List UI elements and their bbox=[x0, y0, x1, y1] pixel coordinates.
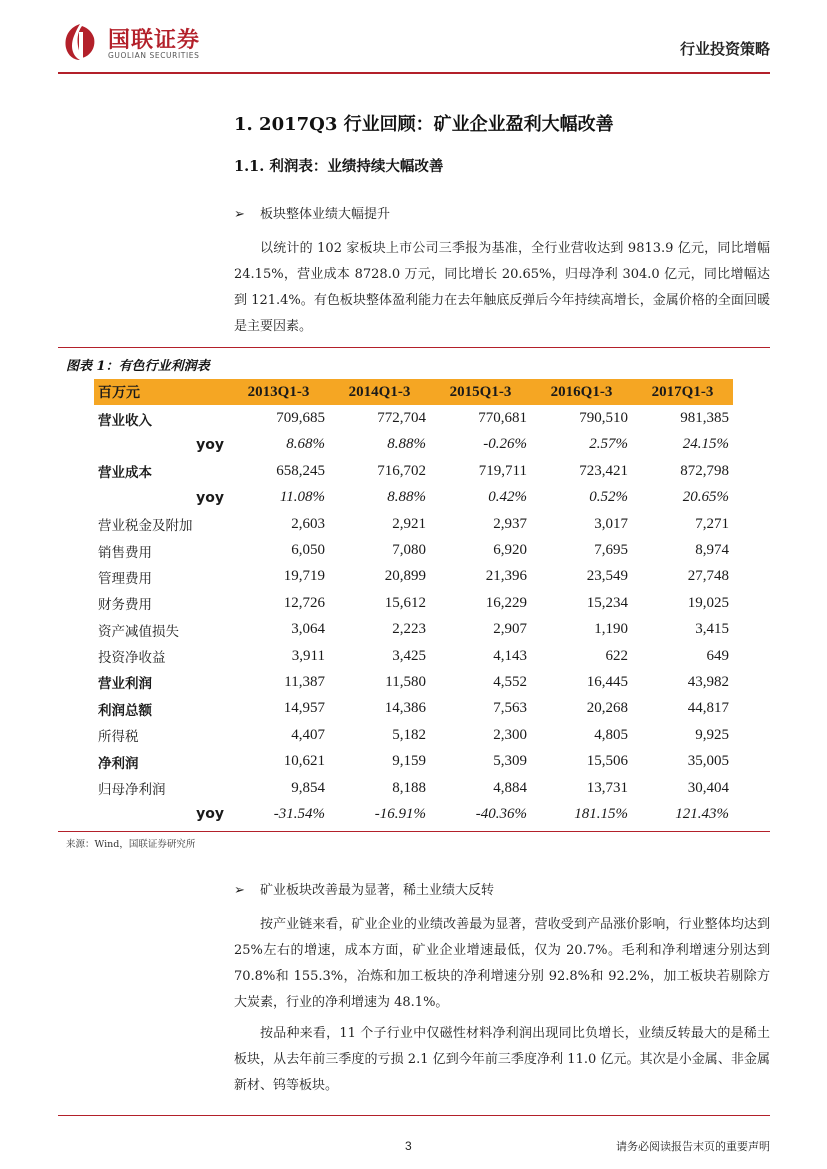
row-label: yoy bbox=[196, 489, 224, 506]
table-row bbox=[94, 511, 733, 537]
paragraph-2: 按产业链来看，矿业企业的业绩改善最为显著，营收受到产品涨价影响，行业整体均达到25%左右的增速，成本方面，矿业企业增速最低，仅为 20.7%。毛利和净利增速分别达到 70.8%和 155.3%，冶炼和加工板块的净利增速分别 92.8%和 92.2%，加工板块若剔除方大炭素，行业的净利增速为 48.1%。 bbox=[234, 917, 770, 1010]
table-row bbox=[94, 722, 733, 748]
table-cell: 8.68% bbox=[286, 436, 325, 453]
table-cell: 11.08% bbox=[279, 489, 325, 506]
table-cell: 2.57% bbox=[589, 436, 628, 453]
table-cell: 0.42% bbox=[488, 489, 527, 506]
column-header: 2015Q1-3 bbox=[430, 379, 531, 405]
table-cell: 4,407 bbox=[291, 726, 325, 743]
row-label: 归母净利润 bbox=[98, 782, 166, 799]
table-cell: 3,064 bbox=[291, 621, 325, 638]
row-label: 所得税 bbox=[98, 729, 139, 746]
table-cell: 20,899 bbox=[384, 568, 426, 585]
table-row-yoy bbox=[94, 485, 733, 511]
footer-disclaimer: 请务必阅读报告末页的重要声明 bbox=[616, 1140, 770, 1153]
table-cell: -31.54% bbox=[273, 805, 325, 822]
table-cell: 16,445 bbox=[586, 673, 628, 690]
table-cell: 15,612 bbox=[384, 594, 426, 611]
table-cell: 20.65% bbox=[682, 489, 729, 506]
table-cell: 4,552 bbox=[493, 673, 527, 690]
table-cell: 8.88% bbox=[387, 436, 426, 453]
table-cell: 24.15% bbox=[682, 436, 729, 453]
table-row bbox=[94, 564, 733, 590]
table-cell: 9,925 bbox=[695, 726, 729, 743]
table-cell: 4,884 bbox=[493, 779, 527, 796]
table-row bbox=[94, 748, 733, 774]
row-label: 管理费用 bbox=[98, 570, 152, 587]
report-type-label: 行业投资策略 bbox=[679, 40, 770, 58]
paragraph-1: 以统计的 102 家板块上市公司三季报为基准，全行业营收达到 9813.9 亿元，同比增幅 24.15%，营业成本 8728.0 万元，同比增长 20.65%，归母净利 304.0 亿元，同比增幅达到 121.4%。有色板块整体盈利能力在去年触底反弹后今年持续高增长，金属价格的全面回暖是主要因素。 bbox=[234, 241, 770, 334]
bullet-arrow-icon: ➢ bbox=[234, 207, 245, 222]
table-cell: 716,702 bbox=[377, 462, 426, 479]
table-cell: 7,563 bbox=[493, 700, 527, 717]
bullet-text: 板块整体业绩大幅提升 bbox=[260, 207, 391, 222]
table-cell: 21,396 bbox=[485, 568, 527, 585]
table-cell: 8,188 bbox=[392, 779, 426, 796]
table-cell: 43,982 bbox=[687, 673, 729, 690]
table-cell: 3,415 bbox=[695, 621, 729, 638]
table-row bbox=[94, 590, 733, 616]
table-cell: 8,974 bbox=[695, 542, 729, 559]
profit-statement-table bbox=[94, 379, 733, 828]
table-cell: 719,711 bbox=[478, 462, 527, 479]
row-label: 营业利润 bbox=[98, 676, 152, 693]
table-cell: -40.36% bbox=[475, 805, 527, 822]
table-cell: 872,798 bbox=[680, 462, 729, 479]
table-cell: 0.52% bbox=[589, 489, 628, 506]
table-cell: 15,506 bbox=[586, 753, 628, 770]
table-cell: 2,921 bbox=[392, 515, 426, 532]
row-label: 营业收入 bbox=[98, 412, 152, 429]
table-header-row bbox=[94, 379, 733, 405]
header-divider bbox=[58, 72, 770, 74]
table-cell: 4,143 bbox=[493, 647, 527, 664]
table-cell: 14,957 bbox=[283, 700, 325, 717]
table-cell: 121.43% bbox=[675, 805, 729, 822]
figure-source-note: 来源：Wind，国联证券研究所 bbox=[66, 839, 196, 850]
table-cell: -16.91% bbox=[374, 805, 426, 822]
table-cell: 15,234 bbox=[586, 594, 628, 611]
table-cell: -0.26% bbox=[483, 436, 527, 453]
table-cell: 790,510 bbox=[579, 410, 628, 427]
table-cell: 27,748 bbox=[687, 568, 729, 585]
table-cell: 181.15% bbox=[574, 805, 628, 822]
table-row bbox=[94, 775, 733, 801]
table-cell: 23,549 bbox=[586, 568, 628, 585]
figure-title: 图表 1：有色行业利润表 bbox=[66, 359, 210, 374]
table-cell: 2,907 bbox=[493, 621, 527, 638]
row-label: yoy bbox=[196, 806, 224, 823]
table-cell: 3,017 bbox=[594, 515, 628, 532]
table-cell: 723,421 bbox=[579, 462, 628, 479]
bullet-point-1 bbox=[234, 203, 390, 222]
table-row-yoy bbox=[94, 801, 733, 827]
bullet-arrow-icon: ➢ bbox=[234, 883, 245, 898]
table-cell: 772,704 bbox=[377, 410, 426, 427]
table-cell: 12,726 bbox=[283, 594, 325, 611]
table-cell: 10,621 bbox=[283, 753, 325, 770]
table-cell: 19,719 bbox=[283, 568, 325, 585]
row-label: 利润总额 bbox=[98, 702, 152, 719]
row-label: 财务费用 bbox=[98, 597, 152, 614]
table-cell: 981,385 bbox=[680, 410, 729, 427]
table-row bbox=[94, 537, 733, 563]
section-heading: 1. 2017Q3 行业回顾：矿业企业盈利大幅改善 bbox=[234, 114, 614, 135]
table-cell: 30,404 bbox=[687, 779, 729, 796]
table-cell: 2,937 bbox=[493, 515, 527, 532]
row-label: 营业税金及附加 bbox=[98, 518, 193, 535]
table-row bbox=[94, 405, 733, 431]
table-row bbox=[94, 669, 733, 695]
table-cell: 16,229 bbox=[485, 594, 527, 611]
table-cell: 770,681 bbox=[478, 410, 527, 427]
guolian-logo-icon bbox=[62, 22, 98, 62]
figure-top-divider bbox=[58, 347, 770, 348]
page-header bbox=[58, 20, 770, 68]
table-cell: 13,731 bbox=[586, 779, 628, 796]
table-cell: 7,695 bbox=[594, 542, 628, 559]
column-header: 2017Q1-3 bbox=[632, 379, 733, 405]
table-cell: 2,603 bbox=[291, 515, 325, 532]
table-row bbox=[94, 617, 733, 643]
table-row-yoy bbox=[94, 432, 733, 458]
table-cell: 35,005 bbox=[687, 753, 729, 770]
bullet-point-2 bbox=[234, 879, 494, 898]
table-cell: 7,080 bbox=[392, 542, 426, 559]
column-header: 2016Q1-3 bbox=[531, 379, 632, 405]
row-label: 营业成本 bbox=[98, 465, 152, 482]
table-cell: 9,854 bbox=[291, 779, 325, 796]
column-header: 2014Q1-3 bbox=[329, 379, 430, 405]
table-cell: 14,386 bbox=[384, 700, 426, 717]
table-cell: 9,159 bbox=[392, 753, 426, 770]
figure-bottom-divider bbox=[58, 831, 770, 832]
table-cell: 649 bbox=[706, 647, 729, 664]
table-cell: 44,817 bbox=[687, 700, 729, 717]
header-unit-label: 百万元 bbox=[94, 379, 228, 405]
logo-english-name: GUOLIAN SECURITIES bbox=[108, 51, 200, 60]
table-cell: 6,050 bbox=[291, 542, 325, 559]
table-cell: 6,920 bbox=[493, 542, 527, 559]
table-cell: 11,387 bbox=[284, 673, 325, 690]
table-cell: 11,580 bbox=[385, 673, 426, 690]
table-cell: 709,685 bbox=[276, 410, 325, 427]
subsection-heading: 1.1. 利润表：业绩持续大幅改善 bbox=[234, 158, 444, 175]
table-cell: 5,182 bbox=[392, 726, 426, 743]
paragraph-3: 按品种来看，11 个子行业中仅磁性材料净利润出现同比负增长，业绩反转最大的是稀土板块，从去年前三季度的亏损 2.1 亿到今年前三季度净利 11.0 亿元。其次是小金属、非金属新材、钨等板块。 bbox=[234, 1026, 770, 1093]
table-cell: 3,425 bbox=[392, 647, 426, 664]
footer-divider bbox=[58, 1115, 770, 1116]
table-row bbox=[94, 458, 733, 484]
row-label: 销售费用 bbox=[98, 544, 152, 561]
table-cell: 2,300 bbox=[493, 726, 527, 743]
column-header: 2013Q1-3 bbox=[228, 379, 329, 405]
table-row bbox=[94, 643, 733, 669]
table-cell: 19,025 bbox=[687, 594, 729, 611]
table-cell: 8.88% bbox=[387, 489, 426, 506]
table-cell: 7,271 bbox=[695, 515, 729, 532]
row-label: 投资净收益 bbox=[98, 650, 166, 667]
table-row bbox=[94, 696, 733, 722]
table-cell: 658,245 bbox=[276, 462, 325, 479]
table-cell: 622 bbox=[605, 647, 628, 664]
row-label: yoy bbox=[196, 436, 224, 453]
table-cell: 2,223 bbox=[392, 621, 426, 638]
row-label: 资产减值损失 bbox=[98, 623, 179, 640]
table-cell: 4,805 bbox=[594, 726, 628, 743]
page-number: 3 bbox=[405, 1139, 412, 1153]
table-cell: 3,911 bbox=[291, 647, 325, 664]
bullet-text: 矿业板块改善最为显著，稀土业绩大反转 bbox=[260, 883, 495, 898]
table-cell: 5,309 bbox=[493, 753, 527, 770]
table-cell: 20,268 bbox=[586, 700, 628, 717]
row-label: 净利润 bbox=[98, 755, 139, 772]
logo-chinese-name: 国联证券 bbox=[108, 28, 201, 53]
table-cell: 1,190 bbox=[594, 621, 628, 638]
